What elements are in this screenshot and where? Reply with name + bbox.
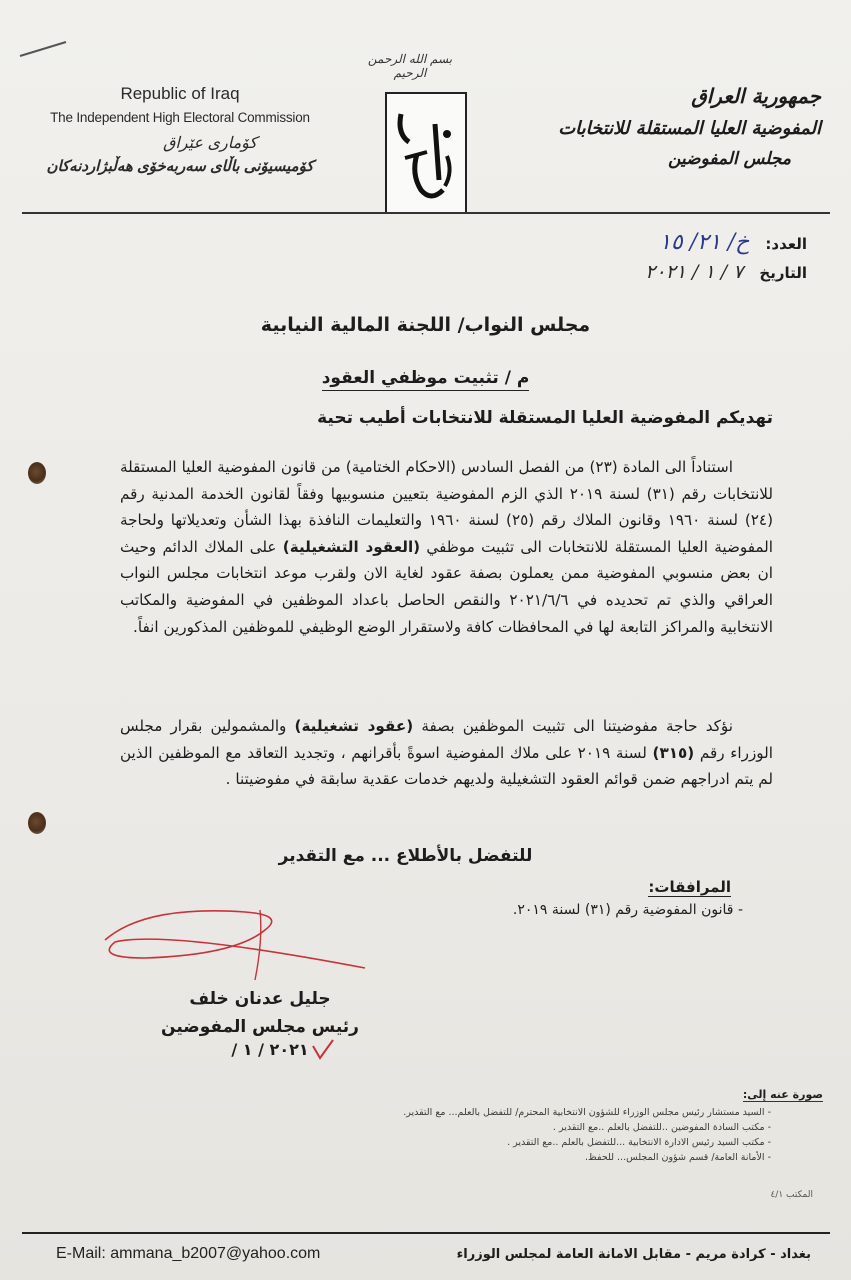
board-name-ar: مجلس المفوضين (668, 149, 791, 169)
signatory-block (150, 985, 370, 1041)
footer-email: E-Mail: ammana_b2007@yahoo.com (56, 1245, 321, 1262)
commission-name-ku: كۆمیسیۆنی باڵای سەربەخۆی هەڵبژاردنەكان (46, 158, 314, 175)
attachment-item: - قانون المفوضية رقم (٣١) لسنة ٢٠١٩. (512, 902, 743, 918)
copy-recipient: - مكتب السيد رئيس الادارة الانتخابية ...للتفضل بالعلم ..مع التقدير . (403, 1135, 771, 1150)
punch-hole-top (28, 462, 46, 484)
attachments-title-text: المرافقات: (648, 878, 731, 896)
country-name-en: Republic of Iraq (120, 84, 240, 103)
punch-hole-bottom (28, 812, 46, 834)
copy-recipient: - السيد مستشار رئيس مجلس الوزراء للشؤون الانتخابية المحترم/ للتفضل بالعلم... مع التقدير. (403, 1105, 771, 1120)
paragraph-1-part-a: استناداً الى المادة (٢٣) من الفصل السادس (الاحكام الختامية) من قانون المفوضية العليا المستقلة للانتخابات رقم (٣١) لسنة ٢٠١٩ الذي الزم المفوضية بتعيين منسوبيها وفقاً لقانون الخدمة المدنية رقم (٢٤) لسنة ١٩٦٠ وقانون الملاك رقم (٢٥) لسنة ١٩٦٠ والتعليمات النافذة بهذا الشأن وتعديلاتها ولحاجة المفوضية العليا المستقلة للانتخابات الى تثبيت موظفي (120, 458, 774, 556)
greeting: تهديكم المفوضية العليا المستقلة للانتخابات أطيب تحية (317, 408, 773, 428)
copy-recipient: - الأمانة العامة/ قسم شؤون المجلس... للحفظ. (403, 1150, 771, 1165)
signatory-name: جليل عدنان خلف (189, 989, 331, 1009)
arabic-letterhead (531, 84, 821, 169)
paragraph-2-part-a: نؤكد حاجة مفوضيتنا الى تثبيت الموظفين بصفة (413, 717, 733, 735)
commission-name-ar: المفوضية العليا المستقلة للانتخابات (558, 118, 821, 139)
pen-stroke-mark (18, 38, 70, 60)
commission-name-en: The Independent High Electoral Commission (50, 110, 310, 125)
paragraph-1 (120, 454, 773, 640)
paragraph-2-bold-2: (٣١٥) (652, 743, 695, 762)
basmala: بسم الله الرحمن الرحيم (367, 52, 453, 80)
date-label: التاريخ (759, 264, 807, 282)
paragraph-2-bold-1: (عقود تشغيلية) (294, 717, 414, 735)
office-ref-code: المكتب ٤/١ (770, 1190, 813, 1200)
date-value: ٧ / ١ / ٢٠٢١ (645, 261, 744, 283)
paragraph-2-part-b: والمشمولين بقرار مجلس الوزراء رقم (120, 717, 773, 762)
copies-list (403, 1105, 771, 1165)
english-letterhead (30, 84, 330, 175)
addressee: مجلس النواب/ اللجنة المالية النيابية (260, 314, 591, 336)
copies-title (743, 1088, 823, 1101)
attachments-title (648, 878, 731, 896)
closing-line: للتفضل بالأطلاع ... مع التقدير (278, 846, 533, 866)
signatory-title: رئيس مجلس المفوضين (161, 1017, 359, 1037)
footer-divider (22, 1232, 830, 1234)
country-name-ku: كۆماری عێراق (162, 135, 258, 152)
signature-date: ٢٠٢١ / ١ / (231, 1040, 309, 1059)
paragraph-1-part-b: على الملاك الدائم وحيث ان بعض منسوبي المفوضية ممن يعملون بصفة عقود لغاية الان ولقرب موعد انتخابات مجلس النواب العراقي والذي تم تحديده في ٢٠٢١/٦/٦ والنقص الحاصل باعداد الموظفين في المفوضية والمكاتب الانتخابية والمراكز التابعة لها في المحافظات كافة ولاستقرار الوضع الوظيفي للموظفين المذكورين انفاً. (120, 537, 773, 636)
copies-title-text: صورة عنه إلى: (742, 1088, 823, 1101)
copy-recipient: - مكتب السادة المفوضين ..للتفضل بالعلم ..مع التقدير . (403, 1120, 771, 1135)
header-divider (22, 212, 830, 214)
footer-address: بغداد - كرادة مريم - مقابل الامانة العامة لمجلس الوزراء (456, 1247, 811, 1262)
paragraph-2 (120, 713, 773, 793)
number-label: العدد: (765, 235, 807, 253)
subject-text: م / تثبيت موظفي العقود (322, 368, 530, 391)
paragraph-1-bold: (العقود التشغيلية) (282, 537, 421, 556)
paragraph-2-part-c: لسنة ٢٠١٩ على ملاك المفوضية اسوةً بأقرانهم ، وتجديد التعاقد مع الموظفين الذين لم يتم ادراجهم ضمن قوائم العقود التشغيلية ولديهم خدمات عقدية سابقة في مفوضيتنا . (120, 743, 773, 789)
subject-line (0, 368, 851, 388)
number-value: خ/ ٢١/ ١٥ (659, 230, 750, 255)
reference-block (645, 230, 807, 289)
country-name-ar: جمهورية العراق (691, 84, 821, 108)
commission-logo (385, 92, 467, 214)
